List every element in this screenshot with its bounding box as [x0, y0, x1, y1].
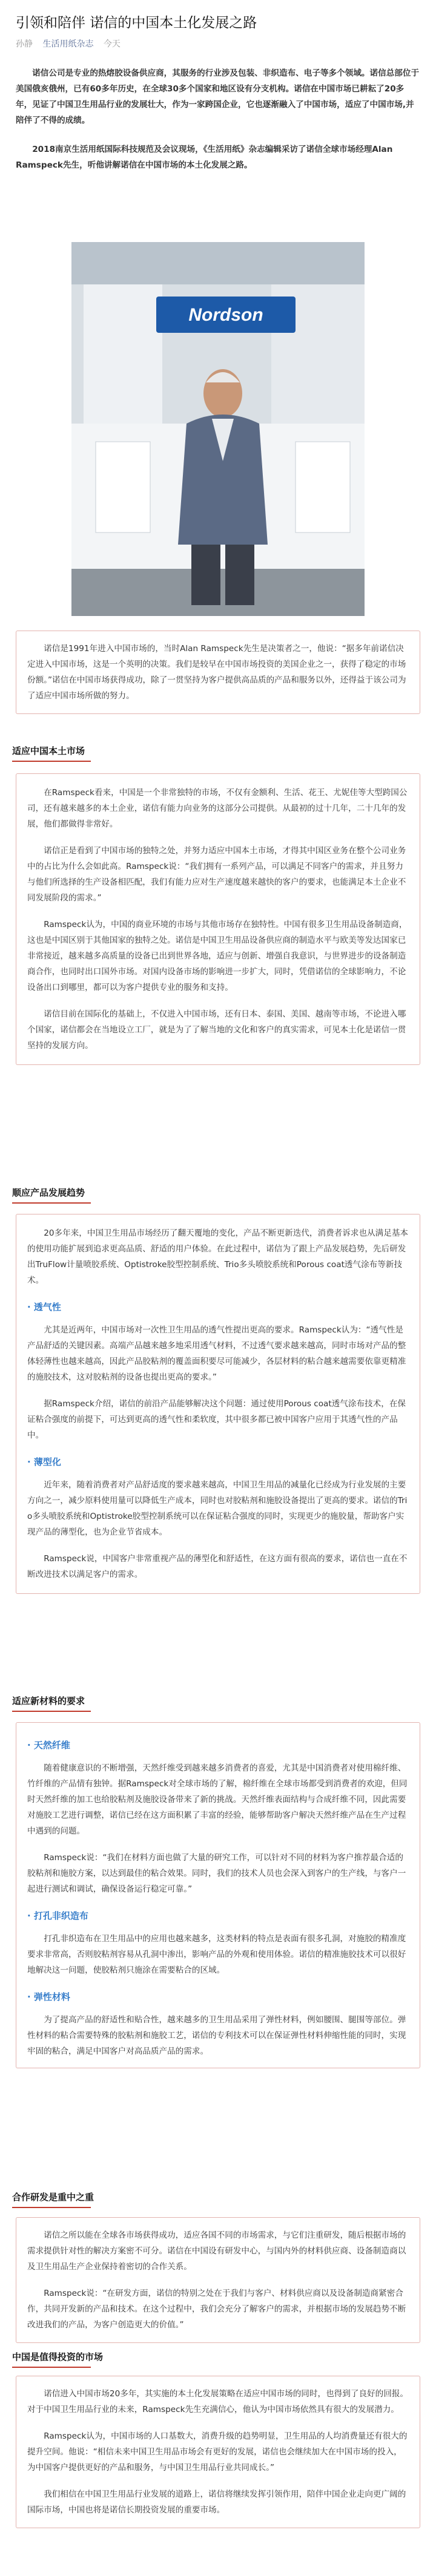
section-heading [12, 1186, 85, 1204]
intro-paragraph: 诺信公司是专业的热熔胶设备供应商，其服务的行业涉及包装、非织造布、电子等多个领域。诺信总部位于美国俄亥俄州，已有60多年历史，在全球30多个国家和地区设有分支机构。诺信在中国市场已耕耘了20多年，见证了中国卫生用品行业的发展壮大，作为一家跨国企业，它也逐渐融入了中国市场，适应了中国市场,并陪伴了不得的成绩。 [16, 68, 420, 125]
subheading: · 弹性材料 [27, 1991, 70, 2002]
section-paragraph: Ramspeck认为，中国市场的人口基数大，消费升级的趋势明显，卫生用品的人均消费量还有很大的提升空间。他说：“相信未来中国卫生用品市场会有更好的发展，诺信也会继续加大在中国市场的投入，为中国客户提供更好的产品和服务，与中国卫生用品行业共同成长。” [27, 2431, 408, 2473]
article-title: 引领和陪伴 诺信的中国本土化发展之路 [16, 15, 257, 31]
section-paragraph: 20多年来，中国卫生用品市场经历了翻天覆地的变化，产品不断更新迭代，消费者诉求也从满足基本的使用功能扩展到追求更高品质、舒适的用户体验。在此过程中，诺信为了跟上产品发展趋势，先后研发出TruFlow计量喷胶系统、Optistroke胶型控制系统、Trio多头喷胶系统和Porous coat透气涂布等新技术。 [27, 1228, 409, 1285]
author-name: 孙静 [16, 39, 33, 49]
section-paragraph: 为了提高产品的舒适性和贴合性，越来越多的卫生用品采用了弹性材料，例如腰围、腿围等部位。弹性材料的粘合需要特殊的胶粘剂和施胶工艺，诺信的专利技术可以在保证弹性材料伸缩性能的同时，实现牢固的粘合，满足中国客户对高品质产品的需求。 [27, 2015, 406, 2056]
section-paragraph: 打孔非织造布在卫生用品中的应用也越来越多，这类材料的特点是表面有很多孔洞，对施胶的精准度要求非常高，否则胶粘剂容易从孔洞中渗出，影响产品的外观和使用体验。诺信的精准施胶技术可以很好地解决这一问题，使胶粘剂只施涂在需要粘合的区域。 [27, 1934, 406, 1975]
section-heading [12, 744, 85, 762]
section-paragraph: Ramspeck说：“在研发方面，诺信的特别之处在于我们与客户、材料供应商以及设备制造商紧密合作，共同开发新的产品和技术。在这个过程中，我们会充分了解客户的需求，并根据市场的发展趋势不断改进我们的产品，为客户创造更大的价值。” [27, 2289, 406, 2330]
section-heading-text: 顺应产品发展趋势 [12, 1187, 85, 1198]
section-paragraph: 诺信正是看到了中国市场的独特之处，并努力适应中国本土市场，才得其中国区业务在整个公司业务中的占比为什么会如此高。Ramspeck说：“我们拥有一系列产品，可以满足不同客户的需求，并且努力与他们所选择的生产设备相匹配，我们有能力应对生产速度越来越快的客户的要求，也能满足本土企业不同发展阶段的需求。” [27, 846, 406, 903]
opening-paragraph: 诺信是1991年进入中国市场的，当时Alan Ramspeck先生是决策者之一，他说：“据多年前诺信决定进入中国市场，这是一个英明的决策。我们是较早在中国市场投资的美国企业之一，获得了稳定的市场份额。”诺信在中国市场获得成功，除了一贯坚持为客户提供高品质的产品和服务以外，还得益于该公司为了适应中国市场所做的努力。 [27, 644, 406, 701]
intro-paragraph: 2018南京生活用纸国际科技规范及会议现场，《生活用纸》杂志编辑采访了诺信全球市场经理Alan Ramspeck先生，听他讲解诺信在中国市场的本土化发展之路。 [16, 145, 393, 170]
section-underline [12, 1202, 91, 1204]
subheading: · 打孔非织造布 [27, 1910, 88, 1921]
section-paragraph: 我们相信在中国卫生用品行业发展的道路上，诺信将继续发挥引领作用，陪伴中国企业走向更广阔的国际市场，中国也将是诺信长期投资发展的重要市场。 [27, 2489, 406, 2515]
intro-block [16, 65, 420, 173]
section-underline [12, 1711, 91, 1712]
article-header [0, 0, 436, 56]
interview-photo [71, 242, 365, 616]
section-paragraph: 诺信进入中国市场20多年，其实施的本土化发展策略在适应中国市场的同时，也得到了良好的回报。对于中国卫生用品行业的未来，Ramspeck先生充满信心，他认为中国市场依然具有很大的发展潜力。 [27, 2389, 409, 2414]
section-heading-text: 中国是值得投资的市场 [12, 2352, 104, 2362]
section-underline [12, 2367, 91, 2368]
account-link[interactable]: 生活用纸杂志 [42, 39, 94, 49]
section-paragraph: 近年来，随着消费者对产品舒适度的要求越来越高，中国卫生用品的减量化已经成为行业发展的主要方向之一，减少原料使用量可以降低生产成本，同时也对胶粘剂和施胶设备提出了更高的要求。诺信的Trio多头喷胶系统和Optistroke胶型控制系统可以在保证粘合强度的同时，实现更少的施胶量，帮助客户实现产品的薄型化，也为企业节省成本。 [27, 1480, 408, 1537]
section-paragraph: Ramspeck说：“我们在材料方面也做了大量的研究工作，可以针对不同的材料为客户推荐最合适的胶粘剂和施胶方案，以达到最佳的粘合效果。同时，我们的技术人员也会深入到客户的生产线，与客户一起进行测试和调试，确保设备运行稳定可靠。” [27, 1853, 406, 1894]
section-box-local-market [16, 773, 420, 1065]
section-underline [12, 761, 91, 762]
section-heading-text: 适应新材料的要求 [12, 1696, 85, 1706]
interview-photo-art [71, 242, 365, 616]
booth-brand-logo: Nordson [188, 305, 263, 325]
section-box-new-materials [16, 1722, 420, 2068]
article-meta [16, 38, 420, 50]
opening-box [16, 631, 420, 714]
section-paragraph: Ramspeck认为，中国的商业环境的市场与其他市场存在独特性。中国有很多卫生用品设备制造商，这也是中国区别于其他国家的独特之处。诺信是中国卫生用品设备供应商的制造水平与欧美等发达国家已非常接近，越来越多高质量的设备已出到世界各地，适应与创新、增强自我意识，与世界进步的设备制造商合作，也同时出口国外市场。对国内设备市场的影响进一步扩大，同时，凭借诺信的全球影响力，不论设备出口到哪里，都可以为客户提供专业的服务和支持。 [27, 920, 408, 992]
subheading: · 天然纤维 [27, 1740, 70, 1751]
section-paragraph: 在Ramspeck看来，中国是一个非常独特的市场，不仅有金额利、生活、花王、尤妮佳等大型跨国公司，还有越来越多的本土企业，诺信有能力向业务的这部分公司提供。从最初的过十几年，二十几年的发展，他们都做得非常好。 [27, 788, 408, 829]
section-paragraph: 据Ramspeck介绍，诺信的前沿产品能够解决这个问题：通过使用Porous coat透气涂布技术，在保证粘合强度的前提下，可达到更高的透气性和柔软度，其中很多都已被中国客户应用于其透气性的产品中。 [27, 1399, 406, 1440]
section-paragraph: Ramspeck说，中国客户非常重视产品的薄型化和舒适性，在这方面有很高的要求，诺信也一直在不断改进技术以满足客户的需求。 [27, 1554, 408, 1579]
section-paragraph: 诺信之所以能在全球各市场获得成功，适应各国不同的市场需求，与它们注重研发，随后根据市场的需求提供针对性的解决方案密不可分。诺信在中国设有研发中心，与国内外的材料供应商、设备制造商以及卫生用品生产企业保持着密切的合作关系。 [27, 2230, 406, 2272]
section-box-investment [16, 2376, 420, 2528]
section-heading [12, 2350, 103, 2368]
section-box-product-trend [16, 1214, 420, 1594]
section-paragraph: 随着健康意识的不断增强，天然纤维受到越来越多消费者的喜爱，尤其是中国消费者对使用棉纤维、竹纤维的产品情有独钟。据Ramspeck对全球市场的了解，棉纤维在全球市场都受到消费者的欢迎，但同时天然纤维的加工也给胶粘剂及施胶设备带来了新的挑战。天然纤维表面结构与合成纤维不同，因此需要对施胶工艺进行调整，诺信已经在这方面积累了丰富的经验，能够帮助客户解决天然纤维产品在生产过程中遇到的问题。 [27, 1763, 408, 1836]
section-box-rnd [16, 2217, 420, 2343]
publish-date: 今天 [103, 39, 121, 49]
section-heading [12, 2191, 94, 2208]
section-paragraph: 尤其是近两年，中国市场对一次性卫生用品的透气性提出更高的要求。Ramspeck认为：“透气性是产品舒适的关键因素。高端产品越来越多地采用透气材料，不过透气要求越来越高，同时市场对产品的整体轻薄性也越来越高，因此产品胶粘剂的覆盖面积要尽可能减少，各层材料的粘合越来越需要依靠更精准的施胶技术，这对胶粘剂的设备也提出更高的要求。” [27, 1325, 406, 1382]
section-heading-text: 适应中国本土市场 [12, 746, 85, 756]
section-paragraph: 诺信目前在国际化的基础上，不仅进入中国市场，还有日本、泰国、美国、越南等市场，不论进入哪个国家，诺信都会在当地设立工厂，就是为了了解当地的文化和客户的真实需求，可见本土化是诺信一贯坚持的发展方向。 [27, 1009, 406, 1050]
subheading: · 透气性 [27, 1302, 61, 1313]
subheading: · 薄型化 [27, 1457, 61, 1467]
section-underline [12, 2207, 91, 2208]
section-heading [12, 1694, 85, 1712]
section-heading-text: 合作研发是重中之重 [12, 2192, 94, 2203]
